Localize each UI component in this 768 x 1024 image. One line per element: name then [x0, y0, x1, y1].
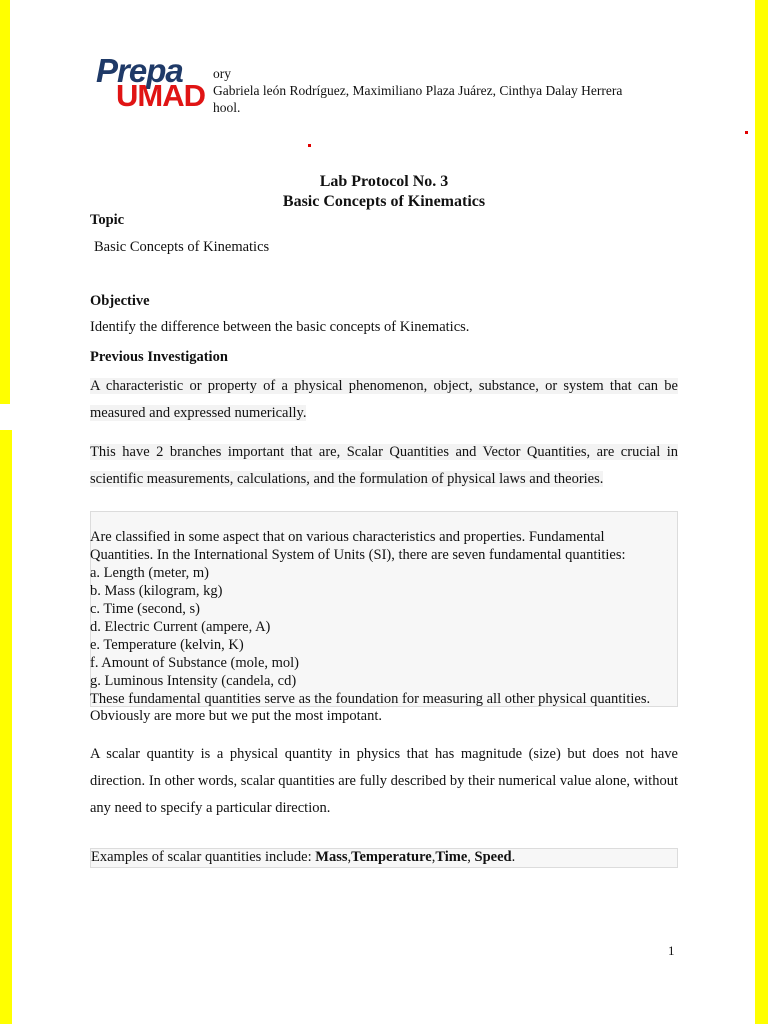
list-item: f. Amount of Substance (mole, mol) — [90, 655, 300, 671]
header-authors: Gabriela león Rodríguez, Maximiliano Plaza Juárez, Cinthya Dalay Herrera — [213, 83, 623, 98]
objective-text: Identify the difference between the basic concepts of Kinematics. — [90, 319, 470, 335]
page-title: Lab Protocol No. 3 — [319, 173, 449, 190]
red-mark — [308, 144, 311, 147]
list-item: b. Mass (kilogram, kg) — [90, 583, 223, 599]
previous-investigation-paragraph-2: This have 2 branches important that are, Scalar Quantities and Vector Quantities, are crucial in scientific measurements, calculations, and the formulation of physical laws and theories. — [90, 444, 678, 487]
prepa-umad-logo — [94, 52, 214, 116]
page-subtitle: Basic Concepts of Kinematics — [282, 193, 486, 210]
example-mass: Mass — [315, 849, 348, 865]
fundamental-after-note: Obviously are more but we put the most impotant. — [90, 708, 382, 724]
scalar-examples-line: Examples of scalar quantities include: Mass,Temperature,Time, Speed. — [91, 849, 516, 865]
scalar-quantity-paragraph: A scalar quantity is a physical quantity in physics that has magnitude (size) but does not have direction. In other words, scalar quantities are fully described by their numerical value alone, without any need to specify a particular direction. — [90, 746, 678, 816]
red-mark-right — [745, 131, 748, 134]
fundamental-intro-line-1: Are classified in some aspect that on various characteristics and properties. Fundamental — [90, 529, 605, 545]
list-item: e. Temperature (kelvin, K) — [90, 637, 244, 653]
list-item: a. Length (meter, m) — [90, 565, 209, 581]
page-number: 1 — [668, 943, 675, 958]
example-speed: Speed — [474, 849, 512, 865]
header-line-3: hool. — [213, 100, 241, 115]
example-temperature: Temperature — [351, 849, 432, 865]
fundamental-intro-line-2: Quantities. In the International System of Units (SI), there are seven fundamental quantities: — [90, 547, 626, 563]
list-item: d. Electric Current (ampere, A) — [90, 619, 271, 635]
example-time: Time — [435, 849, 468, 865]
list-item: g. Luminous Intensity (candela, cd) — [90, 673, 297, 689]
objective-heading: Objective — [90, 293, 150, 309]
fundamental-quantities-text — [90, 528, 690, 708]
logo-text-prepa: Prepa — [96, 52, 183, 89]
previous-investigation-paragraph-1: A characteristic or property of a physical phenomenon, object, substance, or system that can be measured and expressed numerically. — [90, 378, 678, 421]
topic-text: Basic Concepts of Kinematics — [94, 239, 270, 255]
list-item: c. Time (second, s) — [90, 601, 200, 617]
fundamental-closing: These fundamental quantities serve as the foundation for measuring all other physical quantities. — [90, 691, 651, 707]
topic-heading: Topic — [90, 212, 125, 228]
previous-investigation-heading: Previous Investigation — [90, 349, 228, 365]
logo-text-umad: UMAD — [116, 78, 205, 113]
header-line-1: ory — [213, 66, 231, 81]
